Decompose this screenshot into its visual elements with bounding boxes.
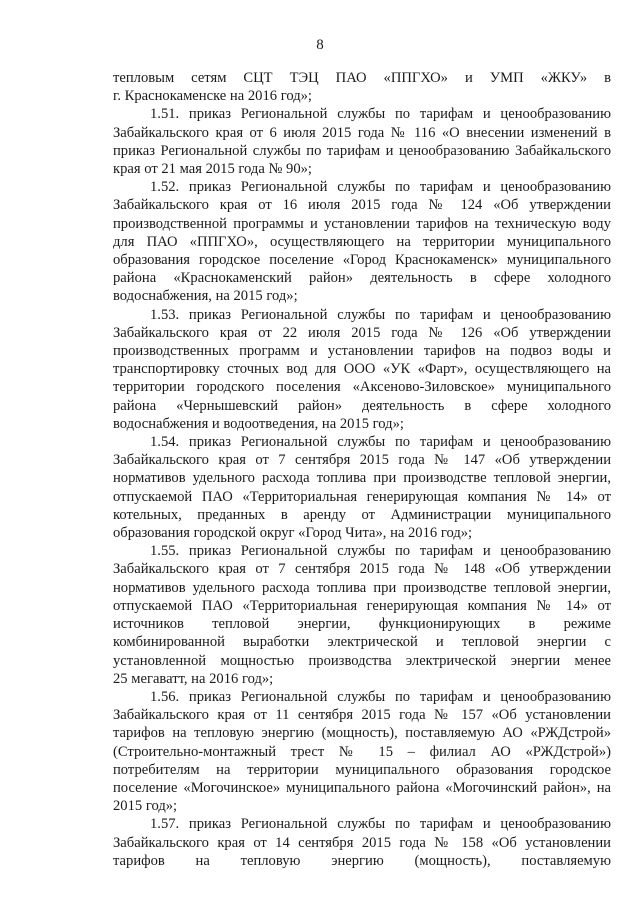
text-line: водоснабжения, на 2015 год»; <box>113 288 298 305</box>
paragraph-p-1-54 <box>113 433 611 542</box>
text-line: Забайкальского края от 16 июля 2015 года № 124 «Об утверждении <box>113 197 611 214</box>
text-line: транспортировку сточных вод для ООО «УК «Фарт», осуществляющего на <box>113 361 611 378</box>
text-line: 1.56. приказ Региональной службы по тарифам и ценообразованию <box>150 688 611 705</box>
text-line: образования городское поселение «Город Краснокаменск» муниципального <box>113 252 611 269</box>
text-line: 1.57. приказ Региональной службы по тарифам и ценообразованию <box>150 816 611 833</box>
text-line: котельных, преданных в аренду от Администрации муниципального <box>113 506 611 523</box>
text-line: тепловым сетям СЦТ ТЭЦ ПАО «ППГХО» и УМП «ЖКУ» в <box>113 70 611 86</box>
text-line: 1.51. приказ Региональной службы по тарифам и ценообразованию <box>150 106 611 123</box>
paragraph-p-1-51 <box>113 105 611 178</box>
text-line: производственных программ и установлении тарифов на подвоз воды и <box>113 343 611 360</box>
text-line: комбинированной выработки электрической и тепловой энергии с <box>113 634 611 651</box>
text-line: 1.53. приказ Региональной службы по тарифам и ценообразованию <box>150 306 611 323</box>
text-line: района «Краснокаменский район» деятельность в сфере холодного <box>113 270 611 287</box>
text-line: 1.52. приказ Региональной службы по тарифам и ценообразованию <box>150 179 611 196</box>
paragraph-p-1-53 <box>113 306 611 433</box>
text-line: тарифов на тепловую энергию (мощность), поставляемую АО «РЖДстрой» <box>113 725 611 742</box>
text-line: потребителям на территории муниципального образования городское <box>113 761 611 778</box>
text-line: источников тепловой энергии, функционирующих в режиме <box>113 616 611 633</box>
document-body <box>113 69 611 870</box>
text-line: поселение «Могочинское» муниципального района «Могочинский район», на <box>113 779 611 796</box>
page-number: 8 <box>316 37 324 53</box>
text-line: края от 21 мая 2015 года № 90»; <box>113 161 312 178</box>
text-line: отпускаемой ПАО «Территориальная генерирующая компания № 14» от <box>113 597 611 614</box>
text-line: тарифов на тепловую энергию (мощность), поставляемую <box>113 852 611 869</box>
paragraph-p-1-57 <box>113 815 611 870</box>
text-line: Забайкальского края от 11 сентября 2015 года № 157 «Об установлении <box>113 707 611 724</box>
text-line: производственной программы и установлении тарифов на техническую воду <box>113 215 611 232</box>
text-line: для ПАО «ППГХО», осуществляющего на территории муниципального <box>113 233 611 250</box>
text-line: территории городского поселения «Аксеново-Зиловское» муниципального <box>113 379 611 396</box>
text-line: нормативов удельного расхода топлива при производстве тепловой энергии, <box>113 470 611 487</box>
text-line: 1.55. приказ Региональной службы по тарифам и ценообразованию <box>150 543 611 560</box>
paragraph-p-1-56 <box>113 688 611 815</box>
text-line: района «Чернышевский район» деятельность в сфере холодного <box>113 397 611 414</box>
paragraph-p-cont <box>113 69 611 105</box>
text-line: Забайкальского края от 22 июля 2015 года № 126 «Об утверждении <box>113 324 611 341</box>
text-line: 1.54. приказ Региональной службы по тарифам и ценообразованию <box>150 434 611 451</box>
paragraph-p-1-52 <box>113 178 611 305</box>
text-line: 25 мегаватт, на 2016 год»; <box>113 670 274 687</box>
text-line: нормативов удельного расхода топлива при производстве тепловой энергии, <box>113 579 611 596</box>
text-line: Забайкальского края от 6 июля 2015 года № 116 «О внесении изменений в <box>113 124 611 141</box>
text-line: отпускаемой ПАО «Территориальная генерирующая компания № 14» от <box>113 488 611 505</box>
text-line: образования городской округ «Город Чита», на 2016 год»; <box>113 525 473 542</box>
text-line: (Строительно-монтажный трест № 15 – филиал АО «РЖДстрой») <box>113 743 611 760</box>
text-line: 2015 год»; <box>113 798 178 815</box>
text-line: Забайкальского края от 7 сентября 2015 года № 147 «Об утверждении <box>113 452 611 469</box>
text-line: г. Краснокаменске на 2016 год»; <box>113 88 312 105</box>
text-line: Забайкальского края от 14 сентября 2015 года № 158 «Об установлении <box>113 834 611 851</box>
text-line: Забайкальского края от 7 сентября 2015 года № 148 «Об утверждении <box>113 561 611 578</box>
paragraph-p-1-55 <box>113 542 611 688</box>
text-line: установленной мощностью производства электрической энергии менее <box>113 652 611 669</box>
text-line: водоснабжения и водоотведения, на 2015 год»; <box>113 415 404 432</box>
text-line: приказ Региональной службы по тарифам и ценообразованию Забайкальского <box>113 142 611 159</box>
